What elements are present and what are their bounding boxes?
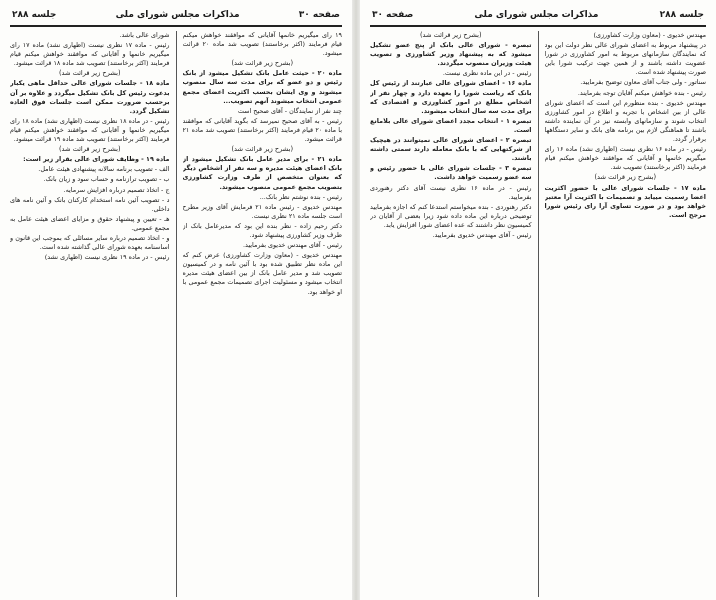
paragraph: ج - اتخاذ تصمیم درباره افزایش سرمایه. xyxy=(63,185,170,194)
right-page xyxy=(360,0,716,600)
left-page-column-right xyxy=(183,31,343,597)
paragraph: رئیس - در ماده ۱۸ نظری نیست (اظهاری نشد) ماده ۱۸ رای میگیریم خانمها و آقایانی که موافقند خواهش میکنم قیام فرمایند (اکثر برخاستند) تصویب شد ماده ۱۹ قرائت میشود. xyxy=(10,116,170,144)
paragraph: ماده ۱۸ - جلسات شورای عالی حداقل ماهی یکبار بدعوت رئیس کل بانک تشکیل میگردد و علاوه بر آن برحسب ضرورت ممکن است جلسات فوق العاده تشکیل گردد. xyxy=(10,79,170,115)
paragraph: ۱۹ رای میگیریم خانمها آقایانی که موافقند خواهش میکنم قیام فرمایند (اکثر برخاستند) تصویب شد ماده ۲۰ قرائت میشود. xyxy=(182,31,342,58)
left-page-header xyxy=(10,6,342,27)
paragraph: ماده ۱۶ - اعضای شورای عالی عبارتند از رئیس کل بانک که ریاست شورا را بعهده دارد و چهار نفر از اشخاص مطلع در امور کشاورزی و اقتصادی که برای مدت سه سال انتخاب میشوند. xyxy=(370,79,532,115)
left-page-number: صفحه ۳۰ xyxy=(298,10,340,20)
right-page-column-right xyxy=(545,31,707,597)
left-page-columns xyxy=(10,31,342,597)
right-page-columns xyxy=(370,31,706,597)
right-page-column-left xyxy=(370,31,532,597)
paragraph: مهندس خدیوی - (معاون وزارت کشاورزی) xyxy=(593,31,706,39)
column-divider xyxy=(176,31,177,597)
paragraph: تبصره - شورای عالی بانک از پنج عضو تشکیل میشود که به پیشنهاد وزیر کشاورزی و تصویب هیئت وزیران منصوب میگردند. xyxy=(370,41,532,68)
book-gutter xyxy=(352,0,360,600)
paragraph: ماده ۱۷ - جلسات شورای عالی با حضور اکثریت اعضا رسمیت مییابد و تصمیمات با اکثریت آرا معتبر خواهد بود و در صورت تساوی آرا رای رئیس شورا مرجح است. xyxy=(544,183,706,219)
paragraph: تبصره ۱ - انتخاب مجدد اعضای شورای عالی بلامانع است. xyxy=(370,116,532,134)
reading-note: (بشرح زیر قرائت شد) xyxy=(231,59,294,68)
reading-note: (بشرح زیر قرائت شد) xyxy=(419,31,482,39)
reading-note: (بشرح زیر قرائت شد) xyxy=(58,145,121,154)
paragraph: مهندس خدیوی - رئیس ماده ۲۱ فرمایش آقای وزیر مطرح است جلسه ماده ۲۱ نظری نیست. xyxy=(182,202,342,220)
paragraph: مهندس خدیوی - (معاون وزارت کشاورزی) عرض کنم که این ماده نظر تطبیق شده بود با آئین نامه و در کمیسیون تصویب شد و مدیر عامل بانک از بین اعضای هیئت مدیره انتخاب میشود و مسئولیت اجرای تصمیمات مجمع عمومی با او خواهد بود. xyxy=(182,251,342,296)
paragraph: رئیس - بنده خواهش میکنم آقایان توجه بفرمایند. xyxy=(577,88,706,97)
left-page-title: مذاکرات مجلس شورای ملی xyxy=(115,10,240,20)
paragraph: شورای عالی باشد. xyxy=(119,31,170,39)
paragraph: رئیس - آقای مهندس خدیوی بفرمایید. xyxy=(432,230,532,239)
paragraph: و - اتخاذ تصمیم درباره سایر مسائلی که بموجب این قانون و اساسنامه بعهده شورای عالی گذاشته شده است. xyxy=(10,233,170,252)
paragraph: دکتر رهنوردی - بنده میخواستم استدعا کنم که اجازه بفرمایید توضیحی درباره این ماده داده شود زیرا بعضی از آقایان در کمیسیون نظر داشتند که عده اعضای شورا افزایش یابد. xyxy=(370,202,532,229)
paragraph: رئیس - در ماده ۱۶ نظری نیست (اظهاری نشد) ماده ۱۶ رای میگیریم خانمها و آقایانی که موافقند خواهش میکنم قیام فرمایند (اکثر برخاستند) تصویب شد. xyxy=(544,145,706,172)
paragraph: رئیس - آقای مهندس خدیوی بفرمایید. xyxy=(242,241,342,250)
paragraph: د - تصویب آئین نامه استخدام کارکنان بانک و آئین نامه های داخلی. xyxy=(10,195,170,213)
paragraph: رئیس - در این ماده نظری نیست. xyxy=(442,69,532,78)
paragraph: رئیس - بنده نوشتم نظر بانک... xyxy=(259,192,342,201)
paragraph: تبصره ۳ - جلسات شورای عالی با حضور رئیس و سه عضو رسمیت خواهد داشت. xyxy=(370,164,532,182)
paragraph: رئیس - به آقای صحیح نمیرسد که بگوید آقایانی که موافقند با ماده ۲۰ قیام فرمایند (اکثر برخاستند) تصویب شد ماده ۲۱ قرائت میشود. xyxy=(182,116,342,144)
left-page-session: جلسه ۲۸۸ xyxy=(12,10,57,20)
paragraph: رئیس - در ماده ۱۶ نظری نیست آقای دکتر رهنوردی بفرمایید. xyxy=(370,183,532,201)
paragraph: سناتور - ولی جناب آقای معاون توضیح بفرمایید. xyxy=(580,78,706,87)
paragraph: رئیس - ماده ۱۷ نظری نیست (اظهاری نشد) ماده ۱۷ رای میگیریم خانمها و آقایانی که موافقند خواهش میکنم قیام فرمایند (اکثر برخاستند) تصویب شد ماده ۱۸ قرائت میشود. xyxy=(10,41,170,68)
paragraph: الف - تصویب برنامه سالانه پیشنهادی هیئت عامل. xyxy=(38,165,170,174)
right-page-number: صفحه ۳۰ xyxy=(372,10,414,20)
reading-note: (بشرح زیر قرائت شد) xyxy=(231,145,294,154)
left-page xyxy=(0,0,352,600)
reading-note: (بشرح زیر قرائت شد) xyxy=(594,173,657,182)
paragraph: در پیشنهاد مربوط به اعضای شورای عالی نظر دولت این بود که نمایندگان سازمانهای مربوط به امور کشاورزی در شورا عضویت داشته باشند و از همین جهت ترکیب شورا باین صورت پیشنهاد شده است. xyxy=(544,41,706,77)
paragraph: ماده ۲۰ - حیثت عامل بانک تشکیل میشود از بانک رئیس و دو عضو که برای مدت سه سال منصوب میشوند و وی ایشان بحسب اکثریت اعضای مجمع عمومی انتخاب میشوند آنهم تصویب... xyxy=(182,69,342,105)
paragraph: چند نفر از نمایندگان - آقای صحیح است xyxy=(237,106,342,115)
paragraph: مهندس خدیوی - بنده منظورم این است که اعضای شورای عالی از بین اشخاص با تجربه و اطلاع در امور کشاورزی انتخاب شوند و سازمانهای وابسته نیز در آن نماینده داشته باشند تا هماهنگی لازم بین برنامه های بانک و سایر دستگاهها برقرار گردد. xyxy=(544,98,706,144)
right-page-title: مذاکرات مجلس شورای ملی xyxy=(474,10,599,20)
paragraph: ماده ۲۱ - برای مدیر عامل بانک تشکیل میشود از بانک اعضای هیئت مدیره و سه نفر از اشخاص دیگر که بعنوان متخصص از طرف وزارت کشاورزی بتصویب مجمع عمومی منصوب میشوند. xyxy=(182,155,342,191)
paragraph: تبصره ۲ - اعضای شورای عالی نمیتوانند در هیچیک از شرکتهایی که با بانک معامله دارند سمتی داشته باشند. xyxy=(370,136,532,163)
paragraph: ب - تصویب ترازنامه و حساب سود و زیان بانک. xyxy=(43,175,170,184)
right-page-header xyxy=(370,6,706,27)
column-divider xyxy=(538,31,539,597)
paragraph: ماده ۱۹ - وظایف شورای عالی بقرار زیر است: xyxy=(23,155,170,164)
reading-note: (بشرح زیر قرائت شد) xyxy=(58,69,121,78)
paragraph: رئیس - در ماده ۱۹ نظری نیست (اظهاری نشد) xyxy=(44,253,170,262)
left-page-column-left xyxy=(10,31,170,597)
paragraph: هـ - تعیین و پیشنهاد حقوق و مزایای اعضای هیئت عامل به مجمع عمومی. xyxy=(10,214,170,232)
paragraph: دکتر رحیم زاده - نظر بنده این بود که مدیرعامل بانک از طرف وزیر کشاورزی پیشنهاد شود. xyxy=(182,221,342,239)
right-page-session: جلسه ۲۸۸ xyxy=(659,10,704,20)
